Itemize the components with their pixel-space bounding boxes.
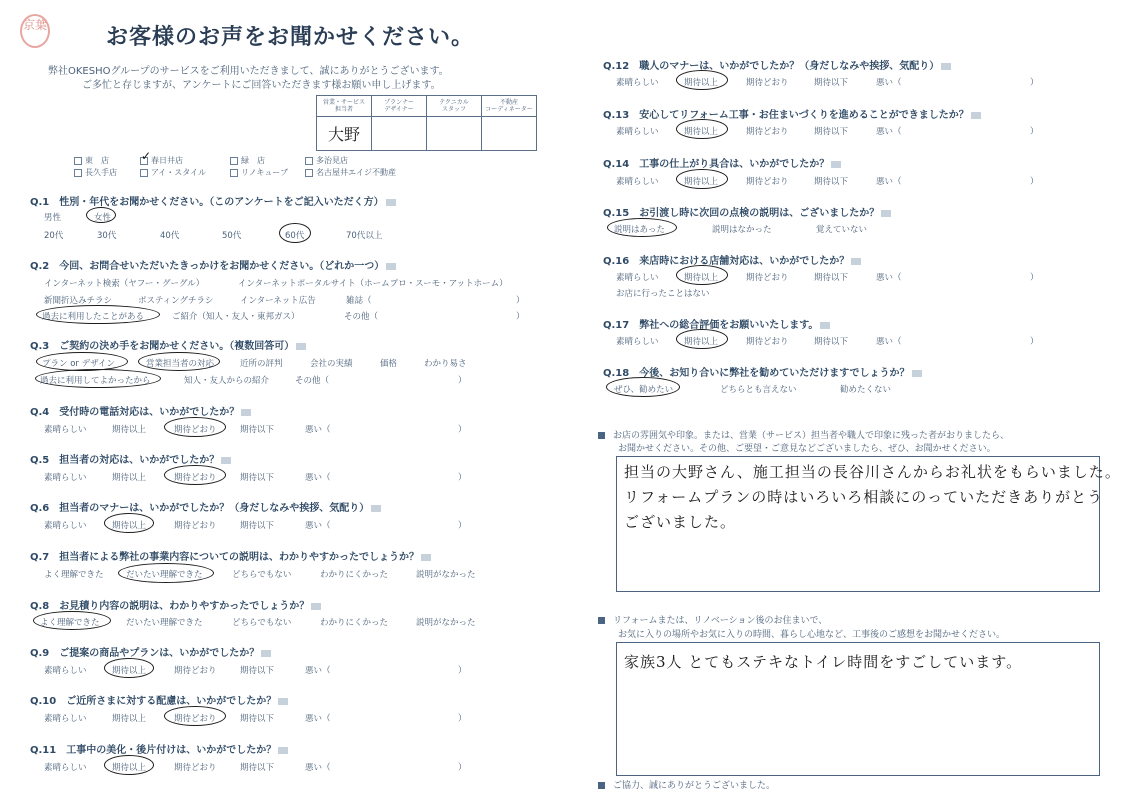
q11-opt-above[interactable]: 期待以上 <box>112 763 147 773</box>
staff-handwritten-name: 大野 <box>327 125 360 144</box>
q2-magazine[interactable]: 雑誌（ <box>346 296 372 306</box>
q4-title: Q.4 受付時の電話対応は、いかがでしたか？ <box>30 403 251 418</box>
comment1-handwriting-2: リフォームプランの時はいろいろ相談にのっていただきありがとう <box>624 488 1104 506</box>
q18-title: Q.18 今後、お知り合いに弊社を勧めていただけますでしょうか？ <box>603 364 922 379</box>
q16-opt-above[interactable]: 期待以上 <box>684 273 719 283</box>
q8-opt-none[interactable]: 説明がなかった <box>416 618 476 628</box>
q3-sales-staff[interactable]: 営業担当者の対応 <box>146 359 215 369</box>
q17-opt-bad[interactable]: 悪い（ <box>876 337 902 347</box>
q10-opt-excellent[interactable]: 素晴らしい <box>44 714 87 724</box>
q13-opt-bad[interactable]: 悪い（ <box>876 127 902 137</box>
q10-opt-below[interactable]: 期待以下 <box>240 714 275 724</box>
q6-opt-above[interactable]: 期待以上 <box>112 521 147 531</box>
comment1-handwriting-1: 担当の大野さん、施工担当の長谷川さんからお礼状をもらいました。 <box>624 463 1121 481</box>
q13-title: Q.13 安心してリフォーム工事・お住まいづくりを進めることができましたか？ <box>603 106 981 121</box>
q1-age-60[interactable]: 60代 <box>285 231 305 241</box>
q14-opt-excellent[interactable]: 素晴らしい <box>616 177 659 187</box>
q9-opt-excellent[interactable]: 素晴らしい <box>44 666 87 676</box>
q3-plan-design[interactable]: プラン or デザイン <box>42 359 116 369</box>
q5-title: Q.5 担当者の対応は、いかがでしたか？ <box>30 451 231 466</box>
q1-female[interactable]: 女性 <box>94 213 112 223</box>
answer-circle <box>676 265 728 285</box>
q12-opt-expected[interactable]: 期待どおり <box>746 78 789 88</box>
q4-opt-above[interactable]: 期待以上 <box>112 425 147 435</box>
shop-higashi[interactable] <box>74 155 109 166</box>
checkbox-icon <box>305 157 313 165</box>
q16-paren: ） <box>1030 273 1039 283</box>
checkbox-icon <box>74 169 82 177</box>
comment2-handwriting-1: 家族3人 とてもステキなトイレ時間をすごしています。 <box>624 653 1023 671</box>
q11-paren: ） <box>458 763 467 773</box>
q18-opt-not-recommend[interactable]: 勧めたくない <box>840 385 892 395</box>
q15-opt-not-explained[interactable]: 説明はなかった <box>712 225 772 235</box>
q15-opt-explained[interactable]: 説明はあった <box>614 225 665 235</box>
shop-label: 春日井店 <box>151 156 183 165</box>
q3-clarity[interactable]: わかり易さ <box>424 359 467 369</box>
q14-opt-bad[interactable]: 悪い（ <box>876 177 902 187</box>
q8-opt-mostly[interactable]: だいたい理解できた <box>126 618 203 628</box>
shop-label: 長久手店 <box>85 168 117 177</box>
q4-opt-expected[interactable]: 期待どおり <box>174 425 217 435</box>
q1-age-30[interactable]: 30代 <box>97 231 117 241</box>
q12-opt-bad[interactable]: 悪い（ <box>876 78 902 88</box>
answer-circle <box>279 223 311 243</box>
q5-opt-expected[interactable]: 期待どおり <box>174 473 217 483</box>
q16-opt-expected[interactable]: 期待どおり <box>746 273 789 283</box>
q13-opt-below[interactable]: 期待以下 <box>814 127 849 137</box>
q9-opt-above[interactable]: 期待以上 <box>112 666 147 676</box>
checkbox-icon <box>230 169 238 177</box>
intro-line-1: 弊社OKESHOグループのサービスをご利用いただきまして、誠にありがとうございます。 <box>48 66 449 77</box>
q15-opt-dont-remember[interactable]: 覚えていない <box>816 225 868 235</box>
staff-header-technical: テクニカル スタッフ <box>427 96 482 117</box>
q8-opt-unclear[interactable]: わかりにくかった <box>320 618 389 628</box>
q17-opt-below[interactable]: 期待以下 <box>814 337 849 347</box>
q5-paren: ） <box>458 473 467 483</box>
answer-circle <box>104 658 154 678</box>
shop-label: リノキューブ <box>241 168 288 177</box>
answer-circle <box>35 369 161 388</box>
q12-opt-above[interactable]: 期待以上 <box>684 78 719 88</box>
q10-opt-above[interactable]: 期待以上 <box>112 714 147 724</box>
q14-paren: ） <box>1030 177 1039 187</box>
q16-title: Q.16 来店時における店舗対応は、いかがでしたか？ <box>603 252 861 267</box>
q7-opt-neither[interactable]: どちらでもない <box>232 570 292 580</box>
q7-opt-understood[interactable]: よく理解できた <box>44 570 104 580</box>
comment1-prompt-1: お店の雰囲気や印象。または、営業（サービス）担当者や職人で印象に残った者がおりましたら、 <box>598 428 1009 441</box>
q2-paren: ） <box>516 312 525 322</box>
intro-line-2: ご多忙と存じますが、アンケートにご回答いただきます様お願い申し上げます。 <box>82 80 441 91</box>
q12-paren: ） <box>1030 78 1039 88</box>
company-stamp: 京葉 <box>20 14 50 48</box>
q16-opt-bad[interactable]: 悪い（ <box>876 273 902 283</box>
q2-newspaper[interactable]: 新聞折込みチラシ <box>44 296 113 306</box>
q12-opt-below[interactable]: 期待以下 <box>814 78 849 88</box>
q11-opt-expected[interactable]: 期待どおり <box>174 763 217 773</box>
answer-circle <box>676 119 728 139</box>
q1-title: Q.1 性別・年代をお聞かせください。（このアンケートをご記入いただく方） <box>30 193 396 208</box>
answer-circle <box>164 417 226 437</box>
q6-opt-expected[interactable]: 期待どおり <box>174 521 217 531</box>
q9-opt-below[interactable]: 期待以下 <box>240 666 275 676</box>
q11-title: Q.11 工事中の美化・後片付けは、いかがでしたか？ <box>30 741 288 756</box>
shop-realestate[interactable] <box>305 167 396 178</box>
shop-label: 名古屋井エイジ不動産 <box>316 168 396 177</box>
answer-circle <box>606 377 680 397</box>
comment1-prompt-2: お聞かせください。その他、ご要望・ご意見などございましたら、ぜひ、お聞かせください。 <box>618 444 996 454</box>
comment1-handwriting-3: ございました。 <box>624 513 737 531</box>
q6-opt-bad[interactable]: 悪い（ <box>305 521 331 531</box>
q3-friend-referral[interactable]: 知人・友人からの紹介 <box>184 376 270 386</box>
q9-title: Q.9 ご提案の商品やプランは、いかがでしたか？ <box>30 644 271 659</box>
q3-reputation[interactable]: 近所の評判 <box>240 359 283 369</box>
shop-midori[interactable] <box>230 155 265 166</box>
square-bullet-icon <box>598 617 605 624</box>
answer-circle <box>104 513 154 533</box>
comment2-prompt-1: リフォームまたは、リノベーション後のお住まいで、 <box>598 613 827 626</box>
staff-cell-sales[interactable] <box>317 117 372 151</box>
q8-opt-neither[interactable]: どちらでもない <box>232 618 292 628</box>
q6-paren: ） <box>458 521 467 531</box>
staff-table <box>316 95 537 151</box>
q10-paren: ） <box>458 714 467 724</box>
q9-opt-expected[interactable]: 期待どおり <box>174 666 217 676</box>
shop-renocube[interactable] <box>230 167 288 178</box>
q1-age-50[interactable]: 50代 <box>222 231 242 241</box>
q16-opt-below[interactable]: 期待以下 <box>814 273 849 283</box>
checkmark-icon: ✓ <box>141 149 152 163</box>
q7-title: Q.7 担当者による弊社の事業内容についての説明は、わかりやすかったでしょうか？ <box>30 548 431 563</box>
q10-title: Q.10 ご近所さまに対する配慮は、いかがでしたか？ <box>30 692 288 707</box>
shop-label: 緑 店 <box>241 156 265 165</box>
q3-paren: ） <box>458 376 467 386</box>
q2-referral[interactable]: ご紹介（知人・友人・東邦ガス） <box>172 312 300 322</box>
comment2-prompt-2: お気に入りの場所やお気に入りの時間、暮らし心地など、工事後のご感想をお聞かせください。 <box>618 630 1006 640</box>
q2-title: Q.2 今回、お問合せいただいたきっかけをお聞かせください。（どれか一つ） <box>30 257 396 272</box>
q18-opt-recommend[interactable]: ぜひ、勧めたい <box>614 385 674 395</box>
q6-opt-below[interactable]: 期待以下 <box>240 521 275 531</box>
q4-opt-below[interactable]: 期待以下 <box>240 425 275 435</box>
q14-title: Q.14 工事の仕上がり具合は、いかがでしたか？ <box>603 155 841 170</box>
q2-used-before[interactable]: 過去に利用したことがある <box>42 312 145 322</box>
q4-opt-excellent[interactable]: 素晴らしい <box>44 425 87 435</box>
shop-nagakute[interactable] <box>74 167 117 178</box>
q1-male[interactable]: 男性 <box>44 213 62 223</box>
answer-circle <box>33 611 111 630</box>
q4-paren: ） <box>458 425 467 435</box>
staff-header-planner: プランナー デザイナー <box>372 96 427 117</box>
q4-opt-bad[interactable]: 悪い（ <box>305 425 331 435</box>
shop-tajimi[interactable] <box>305 155 348 166</box>
staff-cell-realestate[interactable] <box>482 117 537 151</box>
q17-opt-excellent[interactable]: 素晴らしい <box>616 337 659 347</box>
q11-opt-excellent[interactable]: 素晴らしい <box>44 763 87 773</box>
q13-paren: ） <box>1030 127 1039 137</box>
q2-posting[interactable]: ポスティングチラシ <box>138 296 214 306</box>
q6-opt-excellent[interactable]: 素晴らしい <box>44 521 87 531</box>
checkbox-icon <box>230 157 238 165</box>
checkbox-icon <box>140 169 148 177</box>
q5-opt-below[interactable]: 期待以下 <box>240 473 275 483</box>
staff-cell-planner[interactable] <box>372 117 427 151</box>
q1-age-40[interactable]: 40代 <box>160 231 180 241</box>
answer-circle <box>104 755 154 775</box>
shop-label: アイ・スタイル <box>151 168 207 177</box>
q16-opt-excellent[interactable]: 素晴らしい <box>616 273 659 283</box>
q13-opt-expected[interactable]: 期待どおり <box>746 127 789 137</box>
q10-opt-bad[interactable]: 悪い（ <box>305 714 331 724</box>
square-bullet-icon <box>598 432 605 439</box>
answer-circle <box>164 706 226 726</box>
staff-header-sales: 営業・サービス 担当者 <box>317 96 372 117</box>
q14-opt-expected[interactable]: 期待どおり <box>746 177 789 187</box>
q3-other[interactable]: その他（ <box>295 376 330 386</box>
footer-thanks: ご協力、誠にありがとうございました。 <box>598 778 775 791</box>
q2-paren: ） <box>516 296 525 306</box>
q3-price[interactable]: 価格 <box>380 359 398 369</box>
q11-opt-bad[interactable]: 悪い（ <box>305 763 331 773</box>
q2-internet-search[interactable]: インターネット検索（ヤフー・グーグル） <box>44 279 205 289</box>
answer-circle <box>164 465 226 485</box>
q7-opt-none[interactable]: 説明がなかった <box>416 570 476 580</box>
shop-label: 多治見店 <box>316 156 348 165</box>
q18-opt-neutral[interactable]: どちらとも言えない <box>720 385 797 395</box>
q16-opt-never-visited[interactable]: お店に行ったことはない <box>616 289 710 299</box>
q9-opt-bad[interactable]: 悪い（ <box>305 666 331 676</box>
page-title: お客様のお声をお聞かせください。 <box>106 25 475 50</box>
answer-circle <box>607 218 677 237</box>
q2-internet-ad[interactable]: インターネット広告 <box>240 296 316 306</box>
q3-title: Q.3 ご契約の決め手をお聞かせください。（複数回答可） <box>30 337 306 352</box>
q2-other[interactable]: その他（ <box>344 312 379 322</box>
answer-circle <box>138 352 220 371</box>
q8-title: Q.8 お見積り内容の説明は、わかりやすかったでしょうか？ <box>30 597 321 612</box>
q1-age-20[interactable]: 20代 <box>44 231 64 241</box>
q10-opt-expected[interactable]: 期待どおり <box>174 714 217 724</box>
answer-circle <box>676 329 728 349</box>
answer-circle <box>86 207 116 223</box>
q15-title: Q.15 お引渡し時に次回の点検の説明は、ございましたか？ <box>603 204 891 219</box>
q5-opt-bad[interactable]: 悪い（ <box>305 473 331 483</box>
q6-title: Q.6 担当者のマナーは、いかがでしたか？（身だしなみや挨拶、気配り） <box>30 499 381 514</box>
q8-opt-understood[interactable]: よく理解できた <box>40 618 100 628</box>
answer-circle <box>676 70 728 90</box>
answer-circle <box>36 305 160 324</box>
shop-label: 東 店 <box>85 156 109 165</box>
checkbox-icon <box>305 169 313 177</box>
q13-opt-excellent[interactable]: 素晴らしい <box>616 127 659 137</box>
q9-paren: ） <box>458 666 467 676</box>
staff-header-realestate: 不動産 コーディネーター <box>482 96 537 117</box>
q17-title: Q.17 弊社への総合評価をお願いいたします。 <box>603 316 830 331</box>
q5-opt-above[interactable]: 期待以上 <box>112 473 147 483</box>
q17-paren: ） <box>1030 337 1039 347</box>
q3-used-before[interactable]: 過去に利用してよかったから <box>40 376 151 386</box>
q12-title: Q.12 職人のマナーは、いかがでしたか？（身だしなみや挨拶、気配り） <box>603 57 951 72</box>
staff-cell-technical[interactable] <box>427 117 482 151</box>
q7-opt-unclear[interactable]: わかりにくかった <box>320 570 389 580</box>
q11-opt-below[interactable]: 期待以下 <box>240 763 275 773</box>
q12-opt-excellent[interactable]: 素晴らしい <box>616 78 659 88</box>
q17-opt-above[interactable]: 期待以上 <box>684 337 719 347</box>
checkbox-icon <box>74 157 82 165</box>
q1-age-70[interactable]: 70代以上 <box>346 231 383 241</box>
q14-opt-above[interactable]: 期待以上 <box>684 177 719 187</box>
q13-opt-above[interactable]: 期待以上 <box>684 127 719 137</box>
q17-opt-expected[interactable]: 期待どおり <box>746 337 789 347</box>
answer-circle <box>118 563 214 583</box>
q7-opt-mostly[interactable]: だいたい理解できた <box>126 570 203 580</box>
q2-portal-site[interactable]: インターネットポータルサイト（ホームプロ・スーモ・アットホーム） <box>238 279 508 289</box>
shop-istyle[interactable] <box>140 167 206 178</box>
q5-opt-excellent[interactable]: 素晴らしい <box>44 473 87 483</box>
answer-circle <box>36 352 128 371</box>
q14-opt-below[interactable]: 期待以下 <box>814 177 849 187</box>
square-bullet-icon <box>598 782 605 789</box>
q3-track-record[interactable]: 会社の実績 <box>310 359 353 369</box>
answer-circle <box>676 169 728 189</box>
